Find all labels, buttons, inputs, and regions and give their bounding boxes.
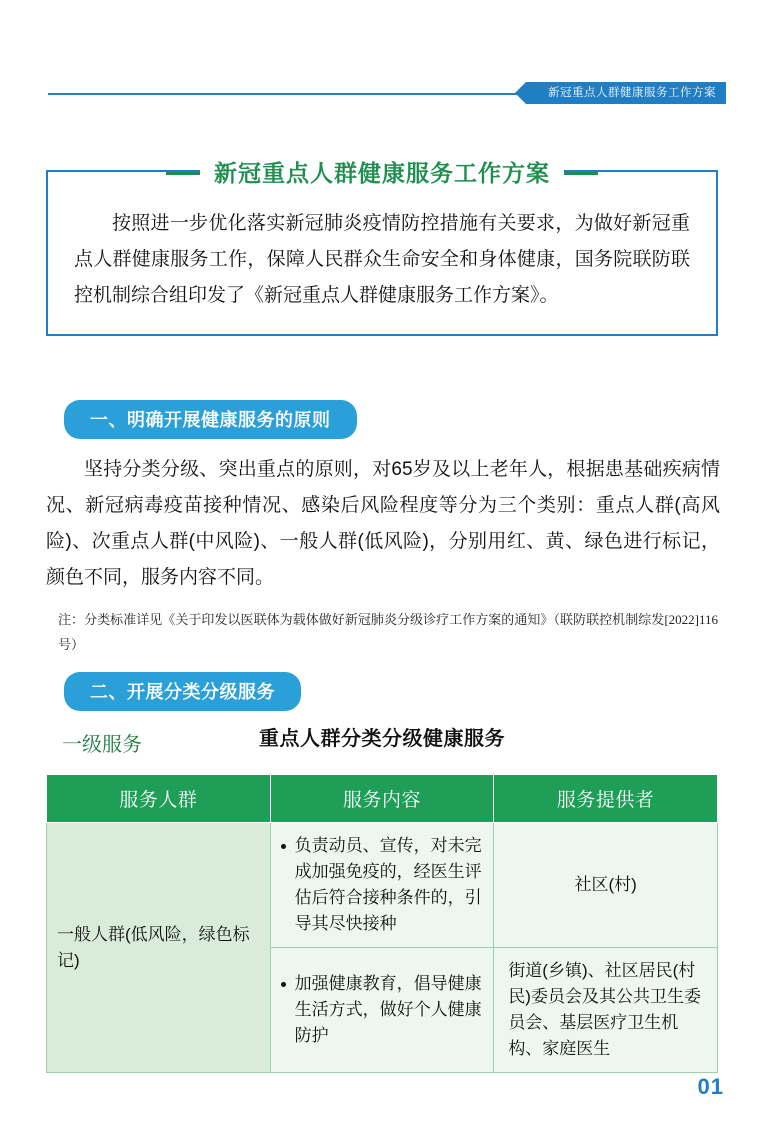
table-cell-content-text: 负责动员、宣传，对未完成加强免疫的，经医生评估后符合接种条件的，引导其尽快接种 <box>281 833 484 937</box>
page-header <box>0 82 764 104</box>
table-cell-content-text: 加强健康教育，倡导健康生活方式，做好个人健康防护 <box>281 971 484 1049</box>
table-cell-provider: 社区(村) <box>494 823 718 948</box>
section-heading-2 <box>64 672 301 711</box>
intro-paragraph: 按照进一步优化落实新冠肺炎疫情防控措施有关要求，为做好新冠重点人群健康服务工作，保障人民群众生命安全和身体健康，国务院联防联控机制综合组印发了《新冠重点人群健康服务工作方案》。 <box>74 213 690 306</box>
intro-title-wrap <box>48 155 716 188</box>
table-header-provider: 服务提供者 <box>494 775 718 823</box>
intro-box <box>46 160 718 336</box>
table-row <box>47 823 718 948</box>
section-1-paragraph: 坚持分类分级、突出重点的原则，对65岁及以上老年人，根据患基础疾病情况、新冠病毒疫苗接种情况、感染后风险程度等分为三个类别：重点人群(高风险)、次重点人群(中风险)、一般人群(低风险)，分别用红、黄、绿色进行标记，颜色不同，服务内容不同。 <box>46 459 720 588</box>
section-heading-2-label: 二、开展分类分级服务 <box>64 672 301 711</box>
header-tab-label: 新冠重点人群健康服务工作方案 <box>526 82 726 104</box>
section-heading-1 <box>64 400 357 439</box>
section-1-note: 注：分类标准详见《关于印发以医联体为载体做好新冠肺炎分级诊疗工作方案的通知》（联防联控机制综发[2022]116号） <box>58 612 718 652</box>
table-cell-group: 一般人群(低风险，绿色标记) <box>47 823 271 1073</box>
title-dash-right-icon <box>564 172 598 175</box>
table-cell-content <box>270 948 494 1073</box>
table-caption: 重点人群分类分级健康服务 <box>259 728 505 750</box>
service-level-label: 一级服务 <box>62 734 142 756</box>
table-cell-content <box>270 823 494 948</box>
table-header-row <box>47 775 718 823</box>
title-dash-left-icon <box>166 172 200 175</box>
section-heading-1-label: 一、明确开展健康服务的原则 <box>64 400 357 439</box>
document-title <box>200 155 564 188</box>
table-cell-provider: 街道(乡镇)、社区居民(村民)委员会及其公共卫生委员会、基层医疗卫生机构、家庭医生 <box>494 948 718 1073</box>
document-title-text: 新冠重点人群健康服务工作方案 <box>214 160 550 186</box>
service-table <box>46 774 718 1073</box>
table-header-content: 服务内容 <box>270 775 494 823</box>
table-header-group: 服务人群 <box>47 775 271 823</box>
page-number: 01 <box>697 1074 724 1099</box>
